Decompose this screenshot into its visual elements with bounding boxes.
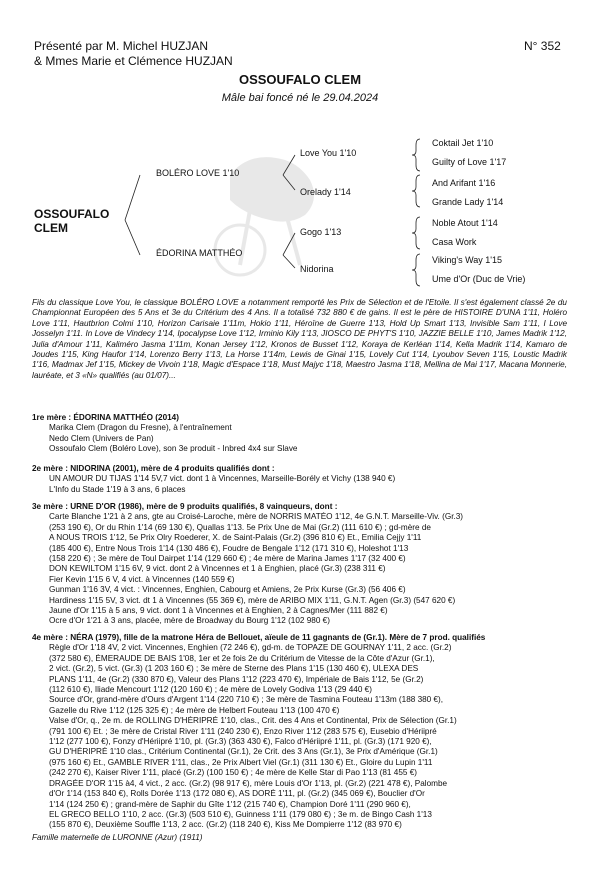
first-dam-row: Marika Clem (Dragon du Fresne), à l'entraînement xyxy=(49,423,232,433)
fourth-dam-section xyxy=(32,633,572,831)
presenter-line-1: Présenté par M. Michel HUZJAN xyxy=(34,39,209,53)
horse-subtitle: Mâle bai foncé né le 29.04.2024 xyxy=(221,92,379,104)
fourth-dam-row: (112 610 €), Iliade Mencourt 1'12 (120 160 €) ; 4e mère de Lovely Godiva 1'13 (29 440 €) xyxy=(49,685,372,695)
first-dam-row: Nedo Clem (Univers de Pan) xyxy=(49,433,154,443)
second-dam-section xyxy=(32,464,572,495)
pedigree-ggp-8: Ume d'Or (Duc de Vrie) xyxy=(432,274,526,284)
sire-description: Fils du classique Love You, le classique BOLÉRO LOVE a notamment remporté les Prix de Sélection et de l'Etoile. Il s'est également classé 2e du Championnat Européen des 5 Ans et 3e du Critérium des 4 Ans. Il a totalisé 732 880 € de gains. Il est le père de HISTOIRE D'UNA 1'11, Holéro Love 1'11, Hautbrion Colmi 1'10, Horizon Carisaie 1'11m, Hokio 1'11, Héroïne de Guerre 1'13, Hold Up Smart 1'13, Invisible Sam 1'11, I Love Josselyn 1'11. In Love de Vindecy 1'14, Ipocalypse Love 1'12, Irminio Kily 1'13, JIOSCO DE PHYT'S 1'10, JAZZIE BELLE 1'10, James Madrik 1'12, Julia d'Amour 1'11, Kaliméro Jasma 1'11m, Konan Jersey 1'12, Kronos de Busset 1'12, Koraya de Kerléan 1'14, Kella Madrik 1'14, Kamaro de Joudes 1'15, King Haufor 1'14, Lorenzo Berry 1'13, La Horse 1'14m, Lewis de Ginai 1'15, Lovely Cut 1'14, Lyoubov Seven 1'15, Loustic Madrik 1'16, Madmax Jef 1'15, Mickey de Vivoin 1'18, Magic d'Espace 1'18, Must Majyc 1'18, Maestro Jasma 1'18, Mellina de Mai 1'17, Macana Monnerie, lauréate, et 3 «N» qualifiés (au 01/07)... xyxy=(32,298,567,380)
fourth-dam-row: DRAGÉE D'OR 1'15 à4, 4 vict., 2 acc. (Gr.2) (98 917 €), mère Louis d'Or 1'13, pl. (Gr.2) (221 478 €), Palombe xyxy=(49,778,448,788)
fourth-dam-row: (242 270 €), Kaiser River 1'11, placé (Gr.2) (100 150 €) ; 4e mère de Kelle Star di Pao 1'13 (81 455 €) xyxy=(49,768,417,778)
pedigree-ggp-6: Casa Work xyxy=(432,237,477,247)
second-dam-row: UN AMOUR DU TIJAS 1'14 5V,7 vict. dont 1 à Vincennes, Marseille-Borély et Vichy (138 940 €) xyxy=(49,474,396,484)
fourth-dam-row: (155 870 €), Deuxième Souffle 1'13, 2 acc. (Gr.2) (118 240 €), Kiss Me Dompierre 1'12 (83 970 €) xyxy=(49,820,402,830)
pedigree-dam: ÉDORINA MATTHÉO xyxy=(156,248,243,258)
fourth-dam-row: Règle d'Or 1'18 4V, 2 vict. Vincennes, Enghien (72 246 €), gd-m. de TOPAZE DE GOURNAY 1'11, 2 acc. (Gr.2) xyxy=(49,643,452,653)
fourth-dam-row: Gazelle du Rive 1'12 (125 325 €) ; 4e mère de Helbert Fouteau 1'13 (100 470 €) xyxy=(49,705,340,715)
second-dam-label: 2e mère : NIDORINA (2001), mère de 4 produits qualifiés dont : xyxy=(32,464,275,473)
pedigree-ggp-7: Viking's Way 1'15 xyxy=(432,255,502,265)
fourth-dam-row: GU D'HÉRIPRÉ 1'10 clas., Critérium Continental (Gr.1), 2e Crit. des 3 Ans (Gr.1), 3e Prix d'Amérique (Gr.1) xyxy=(49,747,438,757)
pedigree-ggp-5: Noble Atout 1'14 xyxy=(432,218,498,228)
fourth-dam-row: 1'14 (124 250 €) ; grand-mère de Saphir du Gîte 1'12 (215 740 €), Champion Doré 1'11 (290 960 €), xyxy=(49,799,411,809)
third-dam-row: Ocre d'Or 1'21 à 3 ans, placée, mère de Broadway du Bourg 1'12 (102 980 €) xyxy=(49,616,330,626)
pedigree-subject-line-1: OSSOUFALO xyxy=(34,207,110,221)
fourth-dam-row: (791 100 €) Et. ; 3e mère de Cristal River 1'11 (240 230 €), Enzo River 1'12 (283 575 €), Eusebio d'Hériipré xyxy=(49,726,437,736)
third-dam-label: 3e mère : URNE D'OR (1986), mère de 9 produits qualifiés, 8 vainqueurs, dont : xyxy=(32,502,338,511)
fourth-dam-row: d'Or 1'14 (153 840 €), Rolls Dorée 1'13 (172 080 €), AS DORÉ 1'11, pl. (Gr.2) (345 069 €), Bouclier d'Or xyxy=(49,789,425,799)
pedigree-table xyxy=(0,115,600,295)
maternal-family: Famille maternelle de LURONNE (Azur) (1911) xyxy=(32,833,203,842)
fourth-dam-label: 4e mère : NÉRA (1979), fille de la matrone Héra de Bellouet, aïeule de 11 gagnants de (Gr.1). Mère de 7 prod. qualifiés xyxy=(32,633,486,642)
pedigree-sire: BOLÉRO LOVE 1'10 xyxy=(156,168,240,178)
third-dam-row: (158 220 €) ; 3e mère de Toul Dairpet 1'14 (129 660 €) ; 4e mère de Marina James 1'17 (32 400 €) xyxy=(49,554,406,564)
third-dam-row: Carte Blanche 1'21 à 2 ans, gte au Croisé-Laroche, mère de NORRIS MATÉO 1'12, 4e G.N.T. Marseille-Viv. (Gr.3) xyxy=(49,512,464,522)
third-dam-row: (185 400 €), Entre Nous Trois 1'14 (130 486 €), Foudre de Bengale 1'12 (171 310 €), Holeshot 1'13 xyxy=(49,543,409,553)
fourth-dam-row: Source d'Or, grand-mère d'Ours d'Argent 1'14 (220 710 €) ; 3e mère de Tasmina Fouteau 1'13m (188 380 €), xyxy=(49,695,444,705)
horse-title: OSSOUFALO CLEM xyxy=(238,72,362,87)
fourth-dam-row: EL GRECO BELLO 1'10, 2 acc. (Gr.3) (503 510 €), Guinness 1'11 (179 080 €) ; 3e m. de Bingo Cash 1'13 xyxy=(49,809,432,819)
second-dam-row: L'Info du Stade 1'19 à 3 ans, 6 places xyxy=(49,484,186,494)
pedigree-ggp-3: And Arifant 1'16 xyxy=(432,178,496,188)
third-dam-row: Fier Kevin 1'15 6 V, 4 vict. à Vincennes (140 559 €) xyxy=(49,574,235,584)
lot-number: N° 352 xyxy=(524,39,561,53)
fourth-dam-row: 2 vict. (Gr.2), 5 vict. (Gr.3) (1 203 160 €) ; 3e mère de Sterne des Plans 1'15 (130 460 €), ULEXA DES xyxy=(49,664,419,674)
first-dam-section xyxy=(32,413,572,455)
third-dam-row: Hardiness 1'15 5V, 3 vict. dt 1 à Vincennes (55 369 €), mère de ARIBO MIX 1'11, G.N.T. Agen (Gr.3) (547 620 €) xyxy=(49,595,456,605)
third-dam-row: (253 190 €), Or du Rhin 1'14 (69 130 €), Quallas 1'13. 5e Prix Une de Mai (Gr.2) (111 610 €) ; gd-mère de xyxy=(49,522,431,532)
pedigree-dam-sire: Gogo 1'13 xyxy=(300,227,342,237)
pedigree-ggp-4: Grande Lady 1'14 xyxy=(432,197,504,207)
presenter-line-2: & Mmes Marie et Clémence HUZJAN xyxy=(34,54,233,68)
fourth-dam-row: (372 580 €), ÉMERAUDE DE BAIS 1'08, 1er et 2e fois 2e du Critérium de Vitesse de la Côte d'Azur (Gr.1), xyxy=(49,653,435,663)
fourth-dam-row: Valse d'Or, q., 2e m. de ROLLING D'HÉRIPRÉ 1'10, clas., Crit. des 4 Ans et Continental, Prix de Sélection (Gr.1) xyxy=(49,716,457,726)
pedigree-sire-dam: Orelady 1'14 xyxy=(300,187,351,197)
pedigree-subject-line-2: CLEM xyxy=(34,221,68,235)
third-dam-row: Gunman 1'16 3V, 4 vict. : Vincennes, Enghien, Cabourg et Amiens, 2e Prix Kurse (Gr.3) (56 406 €) xyxy=(49,585,406,595)
first-dam-label: 1re mère : ÉDORINA MATTHÉO (2014) xyxy=(32,413,179,422)
first-dam-row: Ossoufalo Clem (Boléro Love), son 3e produit - Inbred 4x4 sur Slave xyxy=(49,444,298,454)
third-dam-row: DON KEWILTOM 1'15 6V, 9 vict. dont 2 à Vincennes et 1 à Enghien, placé (Gr.3) (238 311 €) xyxy=(49,564,386,574)
third-dam-row: A NOUS TROIS 1'12, 5e Prix Olry Roederer, X. de Saint-Palais (Gr.2) (396 810 €) Et., Emilia Cejjy 1'11 xyxy=(49,533,422,543)
third-dam-row: Jaune d'Or 1'15 à 5 ans, 9 vict. dont 1 à Vincennes et à Enghien, 2 à Cagnes/Mer (111 882 €) xyxy=(49,606,388,616)
pedigree-ggp-1: Coktail Jet 1'10 xyxy=(432,138,494,148)
pedigree-dam-dam: Nidorina xyxy=(300,264,334,274)
pedigree-sire-sire: Love You 1'10 xyxy=(300,148,357,158)
pedigree-ggp-2: Guilty of Love 1'17 xyxy=(432,157,507,167)
third-dam-section xyxy=(32,502,572,627)
fourth-dam-row: (975 160 €) Et., GAMBLE RIVER 1'11, clas., 2e Prix Albert Viel (Gr.1) (311 130 €) Et., Gloire du Lupin 1'11 xyxy=(49,757,433,767)
fourth-dam-row: PLANS 1'11, 4e (Gr.2) (330 870 €), Valeur des Plans 1'12 (223 470 €), Impériale de Bais 1'12, 5e (Gr.2) xyxy=(49,674,424,684)
fourth-dam-row: 1'12 (277 100 €), Fonzy d'Hériipré 1'10, pl. (Gr.3) (363 430 €), Falco d'Hériipré 1'11, pl. (Gr.3) (171 920 €), xyxy=(49,737,432,747)
